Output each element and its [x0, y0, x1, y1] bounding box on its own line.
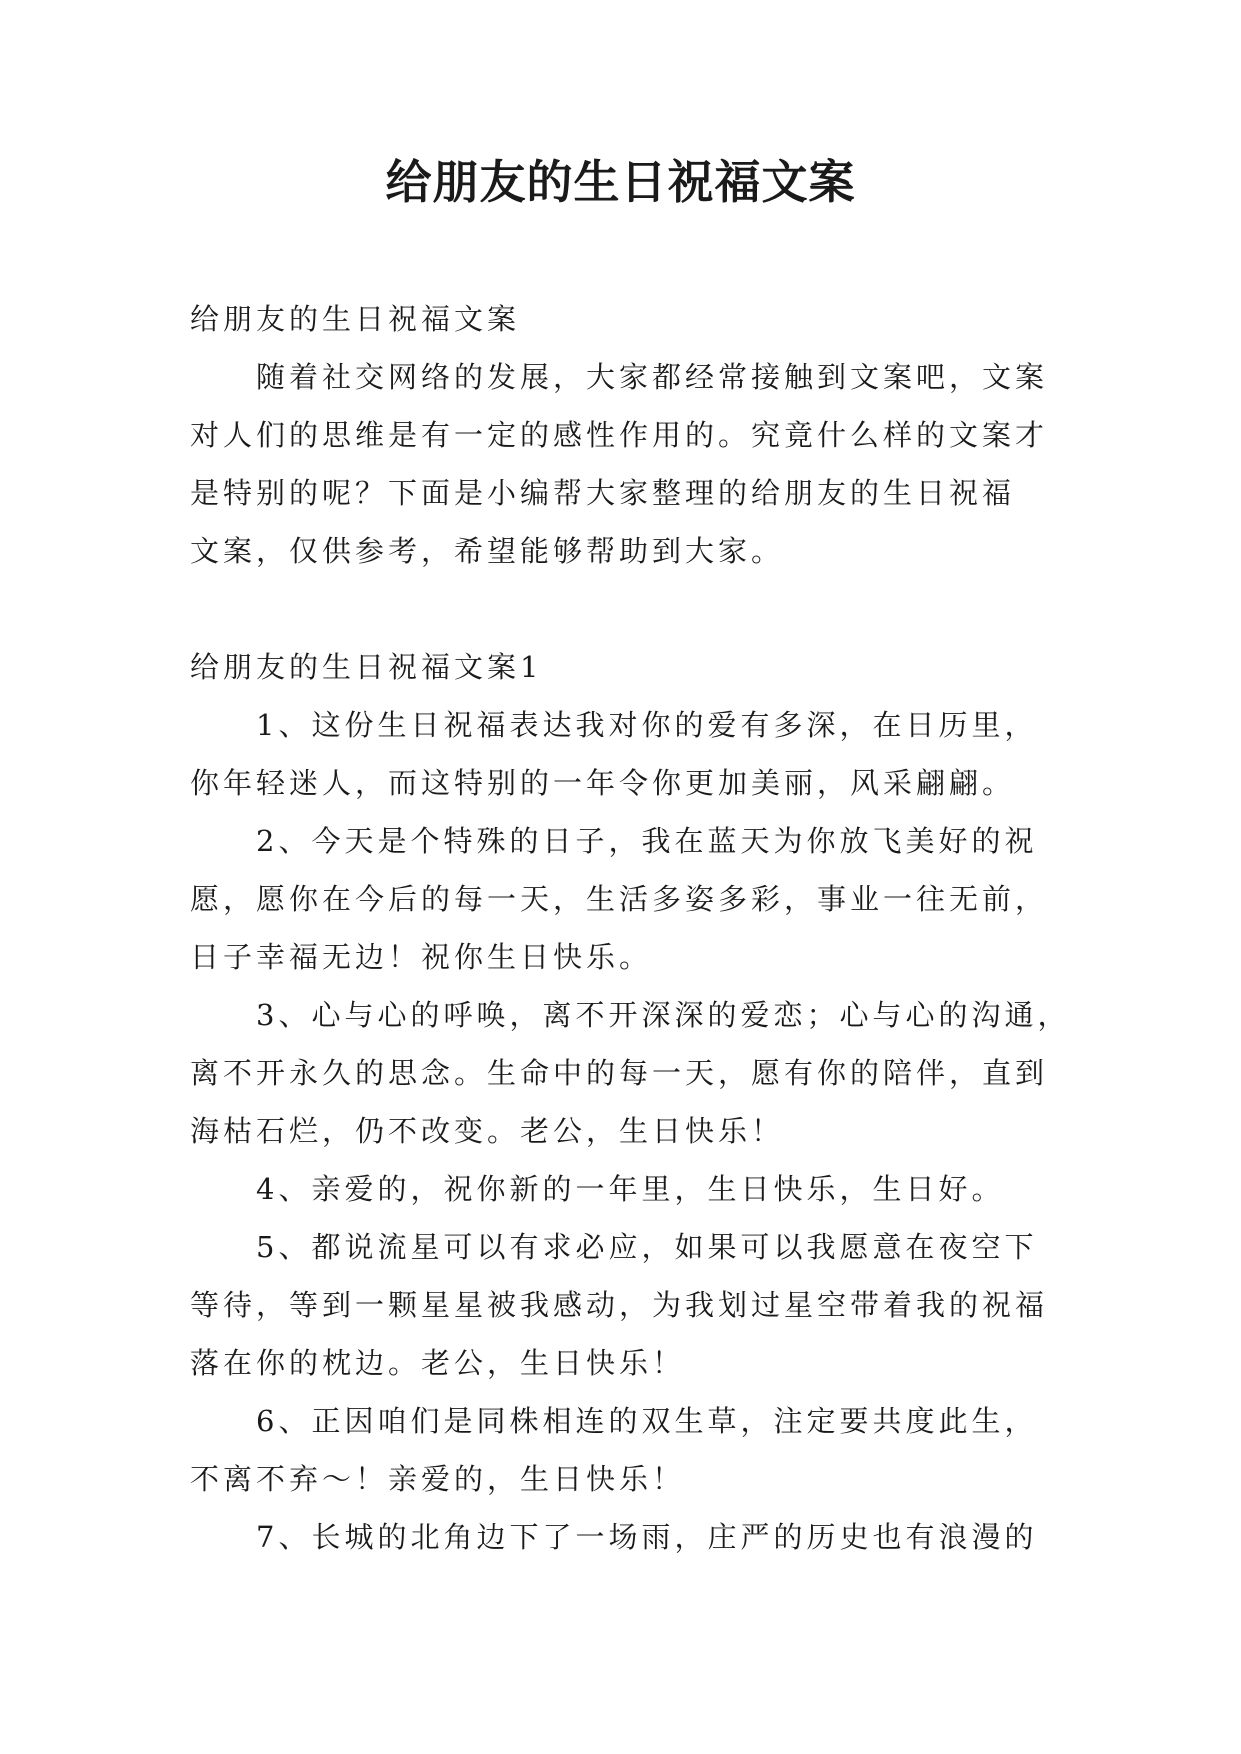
- paragraph-line: 等待，等到一颗星星被我感动，为我划过星空带着我的祝福: [190, 1288, 1049, 1322]
- document-title: 给朋友的生日祝福文案: [385, 155, 856, 209]
- paragraph-line: 5、都说流星可以有求必应，如果可以我愿意在夜空下: [256, 1230, 1038, 1264]
- paragraph-line: 对人们的思维是有一定的感性作用的。究竟什么样的文案才: [190, 418, 1049, 452]
- paragraph-line: 你年轻迷人，而这特别的一年令你更加美丽，风采翩翩。: [190, 766, 1016, 800]
- paragraph-line: 1、这份生日祝福表达我对你的爱有多深，在日历里，: [256, 708, 1038, 742]
- section-heading: 给朋友的生日祝福文案1: [190, 650, 543, 684]
- paragraph-line: 落在你的枕边。老公，生日快乐！: [190, 1346, 686, 1380]
- paragraph-line: 离不开永久的思念。生命中的每一天，愿有你的陪伴，直到: [190, 1056, 1049, 1090]
- paragraph-gap: [190, 580, 1070, 638]
- section-heading: 给朋友的生日祝福文案: [190, 302, 521, 336]
- document-body: [190, 290, 1070, 1566]
- paragraph-line: 不离不弃～！亲爱的，生日快乐！: [190, 1462, 686, 1496]
- paragraph-line: 4、亲爱的，祝你新的一年里，生日快乐，生日好。: [256, 1172, 1005, 1206]
- paragraph-line: 6、正因咱们是同株相连的双生草，注定要共度此生，: [256, 1404, 1038, 1438]
- paragraph-line: 日子幸福无边！祝你生日快乐。: [190, 940, 653, 974]
- paragraph-line: 是特别的呢？下面是小编帮大家整理的给朋友的生日祝福: [190, 476, 1016, 510]
- paragraph-line: 3、心与心的呼唤，离不开深深的爱恋；心与心的沟通，: [256, 998, 1071, 1032]
- paragraph-line: 愿，愿你在今后的每一天，生活多姿多彩，事业一往无前，: [190, 882, 1049, 916]
- paragraph-line: 7、长城的北角边下了一场雨，庄严的历史也有浪漫的: [256, 1520, 1038, 1554]
- paragraph-line: 2、今天是个特殊的日子，我在蓝天为你放飞美好的祝: [256, 824, 1038, 858]
- paragraph-line: 海枯石烂，仍不改变。老公，生日快乐！: [190, 1114, 785, 1148]
- paragraph-line: 文案，仅供参考，希望能够帮助到大家。: [190, 534, 785, 568]
- paragraph-line: 随着社交网络的发展，大家都经常接触到文案吧，文案: [256, 360, 1049, 394]
